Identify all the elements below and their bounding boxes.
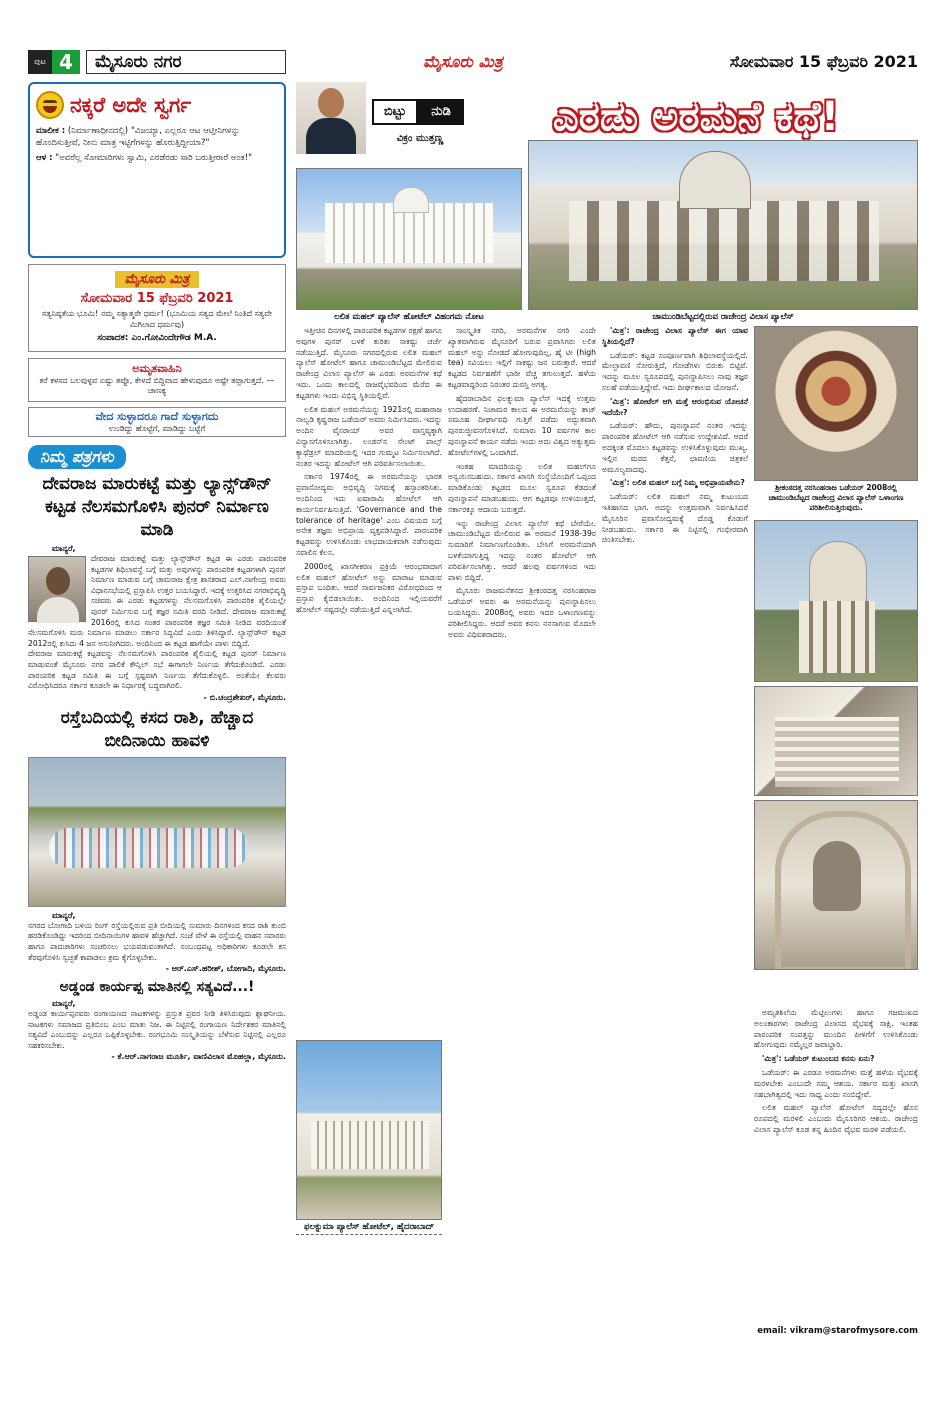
letter-3-salutation: ಮಾನ್ಯರೆ, (52, 999, 76, 1009)
letter-1-heading: ದೇವರಾಜ ಮಾರುಕಟ್ಟೆ ಮತ್ತು ಲ್ಯಾನ್ಸ್‌ಡೌನ್ ಕಟ್ಟಡ ನೆಲಸಮಗೊಳಿಸಿ ಪುನರ್ ನಿರ್ಮಾಣ ಮಾಡಿ (42, 474, 272, 540)
article-column-2 (448, 326, 596, 1331)
joke-line-2 (36, 152, 278, 164)
falaknuma-palace-photo (296, 1040, 442, 1220)
joke-header (36, 88, 278, 122)
joke-speaker-1: ಮಾಲೀಕ : (36, 126, 66, 136)
lalitha-mahal-photo (296, 168, 522, 310)
left-column (28, 82, 286, 1062)
quote-text: ಕರೆ ಕಳಸದ ಬಲವುಳ್ಳವ ಎಷ್ಟು ತಪ್ಪೊ, ಕೇಳದೆ ಬಿದ್ದಿವಾದ ಹೇಳುವುದೂ ಅಷ್ಟೇ ತಪ್ಪಾಗುತ್ತದೆ. —ಚಾಣಕ್ಯ (39, 376, 275, 395)
interview-answer: ಒಡೆಯರ್: ಈ ಎರಡೂ ಅರಮನೆಗಳು ಮತ್ತೆ ಹಳೆಯ ವೈಭವಕ್ಕೆ ಮರಳಬೇಕು ಎಂಬುದೇ ನಮ್ಮ ಆಶಯ. ಸರ್ಕಾರ ಮತ್ತು ಖಾಸಗಿ ಸಹಭಾಗಿತ್ವದಲ್ಲಿ ಇದು ಸಾಧ್ಯ ಎಂದು ನಂಬಿದ್ದೇವೆ. (754, 1067, 918, 1099)
proverb-title: ವೇದ ಸುಳ್ಳಾದರೂ ಗಾದೆ ಸುಳ್ಳಾಗದು (95, 410, 219, 423)
joke-box (28, 82, 286, 258)
article-paragraph: ಮೈಸೂರು ರಾಜಮನೆತನದ ಶ್ರೀಕಂಠದತ್ತ ನರಸಿಂಹರಾಜ ಒಡೆಯರ್ ಅವರು ಈ ಅರಮನೆಯನ್ನು ಪುನಃಸ್ಥಾಪಿಸಲು ಬಯಸಿದ್ದರು. 2008ರಲ್ಲಿ ಅವರು ಇದರ ಒಳಾಂಗಣವನ್ನು ಪರಿಶೀಲಿಸಿದ್ದರು. ಆದರೆ ಅವರ ಕನಸು ನನಸಾಗುವ ಮೊದಲೇ ಅವರು ವಿಧಿವಶರಾದರು. (448, 586, 596, 639)
palace-staircase-photo (754, 686, 918, 796)
falaknuma-caption: ಫಲಕ್ನುಮಾ ಪ್ಯಾಲೆಸ್ ಹೋಟೆಲ್, ಹೈದರಾಬಾದ್ (304, 1222, 434, 1232)
article-column-4 (754, 1008, 918, 1323)
masthead-box (28, 264, 286, 352)
letters-banner: ನಿಮ್ಮ ಪತ್ರಗಳು (28, 445, 126, 469)
roadside-garbage-photo (28, 757, 286, 907)
joke-text-2: "ಅವರೆಲ್ಲ ಸೋಮಾರಿಗಳು ಸ್ವಾಮಿ, ಎರಡೆರಡು ಸಾರಿ ಬರುತ್ತೀರಾರೆ ಅಂತ!" (55, 153, 253, 163)
article-paragraph: ಇಂತಹ ಮಾದರಿಯನ್ನು ಲಲಿತ ಮಹಲ್‌ಗೂ ಅನ್ವಯಿಸಬಹುದು. ಸರ್ಕಾರ ಖಾಸಗಿ ಸಂಸ್ಥೆಯೊಂದಿಗೆ ಒಪ್ಪಂದ ಮಾಡಿಕೊಂಡು ಕಟ್ಟಡದ ಮೂಲ ಸ್ವರೂಪ ಕೆಡದಂತೆ ಪುನಃಸ್ಥಾಪನೆ ಮಾಡಬಹುದು. ಆಗ ಕಟ್ಟಡವೂ ಉಳಿಯುತ್ತದೆ, ಸರ್ಕಾರಕ್ಕೂ ಆದಾಯ ಬರುತ್ತದೆ. (448, 461, 596, 514)
elephant-arch-photo (754, 800, 918, 970)
letter-1 (28, 473, 286, 703)
letter-2 (28, 707, 286, 974)
letter-2-heading: ರಸ್ತೆಬದಿಯಲ್ಲಿ ಕಸದ ರಾಶಿ, ಹೆಚ್ಚಾದ ಬೀದಿನಾಯಿ ಹಾವಳಿ (60, 707, 254, 751)
interview-question: 'ಮಿತ್ರ': ಒಡೆಯರ್ ಕುಟುಂಬದ ಕನಸು ಏನು? (762, 1054, 875, 1064)
issue-date: ಸೋಮವಾರ 15 ಫೆಬ್ರವರಿ 2021 (729, 52, 918, 71)
proverb-text: ಉಂಡಿದ್ದು ಹೊಟ್ಟೆಗೆ, ಮಾಡಿದ್ದು ಬಟ್ಟೆಗೆ (108, 424, 206, 433)
joke-speaker-2: ಆಳ : (36, 153, 53, 163)
page-number: 4 (52, 50, 80, 74)
rajendra-vilas-caption: ಚಾಮುಂಡಿಬೆಟ್ಟದಲ್ಲಿರುವ ರಾಜೇಂದ್ರ ವಿಲಾಸ ಪ್ಯಾಲೆಸ್ (652, 312, 794, 322)
letter-2-paragraph-1: ನಗರದ ಬೋಗಾದಿ ಬಳಿಯ ರಿಂಗ್ ರಸ್ತೆಯಲ್ಲಿರುವ ಪ್ರತಿ ಬೀದಿಯಲ್ಲಿ ಸುಮಾರು ದಿನಗಳಿಂದ ಕಸದ ರಾಶಿ ತುಂಬಿ ಹರಡಿಕೊಂಡಿದ್ದು ಇದರಿಂದ ಬೀದಿನಾಯಿಗಳ ಹಾವಳಿ ಹೆಚ್ಚಾಗಿದೆ. ಸಂಜೆ ವೇಳೆ ಈ ರಸ್ತೆಯಲ್ಲಿ ವಾಹನ ಸವಾರರು ಹಾಗೂ ಪಾದಚಾರಿಗಳು ಸಂಚರಿಸಲು ಭಯಪಡುವಂತಾಗಿದೆ. ಸಂಬಂಧಪಟ್ಟ ಅಧಿಕಾರಿಗಳು ಕೂಡಲೇ ಕಸ ತೆರವುಗೊಳಿಸಿ ಸ್ವಚ್ಛತೆ ಕಾಪಾಡಲು ಕ್ರಮ ಕೈಗೊಳ್ಳಬೇಕು. (28, 920, 286, 962)
letter-2-salutation: ಮಾನ್ಯರೆ, (52, 910, 76, 920)
masthead-logo: ಮೈಸೂರು ಮಿತ್ರ (423, 52, 503, 71)
letter-3-heading: ಅಡ್ಡಂಡ ಕಾರ್ಯಪ್ಪ ಮಾತಿನಲ್ಲಿ ಸತ್ಯವಿದೆ...! (59, 979, 255, 996)
article-paragraph: ಅಮೃತಶಿಲೆಯ ಮೆಟ್ಟಿಲುಗಳು ಹಾಗೂ ಗಜಮುಖದ ಅಲಂಕಾರಗಳು ರಾಜೇಂದ್ರ ವಿಲಾಸದ ವೈಭವಕ್ಕೆ ಸಾಕ್ಷಿ. ಇಂತಹ ಪಾರಂಪರಿಕ ಸಂಪತ್ತನ್ನು ಮುಂದಿನ ಪೀಳಿಗೆಗೆ ಉಳಿಸಿಕೊಂಡು ಹೋಗುವುದು ನಮ್ಮೆಲ್ಲರ ಜವಾಬ್ದಾರಿ. (754, 1008, 918, 1050)
article-paragraph: 2000ರಲ್ಲಿ ಖಾಸಗೀಕರಣ ಪ್ರಕ್ರಿಯೆ ಆರಂಭವಾದಾಗ ಲಲಿತ ಮಹಲ್ ಹೋಟೆಲ್ ಅನ್ನು ಮಾರಾಟ ಮಾಡುವ ಪ್ರಸ್ತಾಪ ಬಂದಿತು. ಆದರೆ ಸಾರ್ವಜನಿಕರ ವಿರೋಧದಿಂದ ಆ ಪ್ರಸ್ತಾಪ ಕೈಬಿಡಲಾಯಿತು. ಅಂದಿನಿಂದ ಇಲ್ಲಿಯವರೆಗೆ ಹೋಟೆಲ್ ನಷ್ಟದಲ್ಲೇ ನಡೆಯುತ್ತಿದೆ ಎನ್ನಲಾಗಿದೆ. (296, 561, 442, 614)
joke-title: ನಕ್ಕರೆ ಅದೇ ಸ್ವರ್ಗ (70, 92, 192, 117)
article-paragraph: ಸರ್ಕಾರ 1974ರಲ್ಲಿ ಈ ಅರಮನೆಯನ್ನು ಭಾರತ ಪ್ರವಾಸೋದ್ಯಮ ಅಭಿವೃದ್ಧಿ ನಿಗಮಕ್ಕೆ ಹಸ್ತಾಂತರಿಸಿತು. ಅಂದಿನಿಂದ ಇದು ಐಷಾರಾಮಿ ಹೋಟೆಲ್ ಆಗಿ ಕಾರ್ಯನಿರ್ವಹಿಸುತ್ತಿದೆ. 'Governance and the tolerance of heritage' ಎಂಬ ವಿಷಯದ ಬಗ್ಗೆ ಅನೇಕ ತಜ್ಞರು ಅಭಿಪ್ರಾಯ ವ್ಯಕ್ತಪಡಿಸಿದ್ದಾರೆ. ಪಾರಂಪರಿಕ ಕಟ್ಟಡವನ್ನು ಉಳಿಸಿಕೊಂಡು ಲಾಭದಾಯಕವಾಗಿ ನಡೆಸುವುದು ಸವಾಲಿನ ಕೆಲಸ. (296, 472, 442, 557)
article-paragraph: ಸಾಂಸ್ಕೃತಿಕ ನಗರಿ, ಅರಮನೆಗಳ ನಗರಿ ಎಂದೇ ಖ್ಯಾತವಾಗಿರುವ ಮೈಸೂರಿಗೆ ಬರುವ ಪ್ರವಾಸಿಗರು ಲಲಿತ ಮಹಲ್ ಅನ್ನು ನೋಡದೆ ಹೋಗುವುದಿಲ್ಲ. ಹೈ ಟೀ (high tea) ಸವಿಯಲು ಇಲ್ಲಿಗೆ ಸಾಕಷ್ಟು ಜನ ಬರುತ್ತಾರೆ. ಆದರೆ ಕಟ್ಟಡದ ನಿರ್ವಹಣೆಗೆ ಭಾರೀ ವೆಚ್ಚ ತಗುಲುತ್ತದೆ. ಹಳೆಯ ಕಟ್ಟಡವಾದ್ದರಿಂದ ನಿರಂತರ ದುರಸ್ತಿ ಅಗತ್ಯ. (448, 326, 596, 389)
joke-line-1 (36, 125, 278, 149)
author-email[interactable]: email: vikram@starofmysore.com (757, 1326, 918, 1336)
letter-3-signature: - ಕೆ.ಆರ್.ನಾಗರಾಜ ಮೂರ್ತಿ, ವಾಣಿವಿಲಾಸ ಮೊಹಲ್ಲಾ, ಮೈಸೂರು. (111, 1052, 286, 1062)
masthead-tagline: ಸತ್ಯನಿಷ್ಠತೆಯ ಭೂಮಿ! ನಮ್ಮ ಸತ್ಯಾತ್ಮರೇ ಧರ್ಮ! (ಭೂಮಿಯ ಸತ್ಯದ ಮೇಲೆ ನಿಂತಿದೆ ಸತ್ಯವೇ ಮಿಗಿಲಾದ ಧರ್ಮವು) (41, 309, 272, 329)
columnist-photo (296, 82, 366, 154)
letter-1-salutation: ಮಾನ್ಯರೆ, (52, 544, 76, 553)
article-headline: ಎರಡು ಅರಮನೆ ಕಥೆ! (553, 94, 839, 140)
masthead-box-date: ಸೋಮವಾರ 15 ಫೆಬ್ರವರಿ 2021 (80, 291, 234, 306)
proverb-box (28, 407, 286, 437)
quote-title: ಅಮೃತವಾಹಿನಿ (132, 362, 182, 375)
letters-section (28, 445, 286, 1062)
article-paragraph: ಲಲಿತ ಮಹಲ್ ಅರಮನೆಯನ್ನು 1921ರಲ್ಲಿ ಮಹಾರಾಜ ನಾಲ್ವಡಿ ಕೃಷ್ಣರಾಜ ಒಡೆಯರ್ ಅವರು ನಿರ್ಮಿಸಿದರು. ಇದನ್ನು ಅಂದಿನ ವೈಸರಾಯ್ ಅವರ ವಾಸ್ತವ್ಯಕ್ಕಾಗಿ ವಿನ್ಯಾಸಗೊಳಿಸಲಾಗಿತ್ತು. ಲಂಡನ್‌ನ ಸೇಂಟ್ ಪಾಲ್ಸ್ ಕ್ಯಾಥೆಡ್ರಲ್ ಮಾದರಿಯಲ್ಲಿ ಇದರ ಗುಮ್ಮಟ ನಿರ್ಮಿಸಲಾಗಿದೆ. ನಂತರ ಇದನ್ನು ಹೋಟೆಲ್ ಆಗಿ ಪರಿವರ್ತಿಸಲಾಯಿತು. (296, 404, 442, 468)
article-paragraph: ಲಲಿತ ಮಹಲ್ ಪ್ಯಾಲೆಸ್ ಹೋಟೆಲ್ ಸದ್ಯದಲ್ಲೇ ಹೊಸ ರೂಪದಲ್ಲಿ ಮರಳಲಿ ಎಂಬುದು ಮೈಸೂರಿಗರ ಆಶಯ. ರಾಜೇಂದ್ರ ವಿಲಾಸ ಪ್ಯಾಲೆಸ್ ಕೂಡ ತನ್ನ ಹಿಂದಿನ ವೈಭವ ಮರಳಿ ಪಡೆಯಲಿ. (754, 1103, 918, 1134)
divider (296, 1234, 442, 1235)
columnist-name: ವಿಕ್ರಂ ಮುತ್ತಣ್ಣ (396, 133, 444, 144)
letter-1-signature: - ಬಿ.ಚಂದ್ರಶೇಖರ್, ಮೈಸೂರು. (203, 692, 286, 702)
laughing-face-icon (36, 91, 64, 119)
palace-dome-photo (754, 520, 918, 682)
interview-question: 'ಮಿತ್ರ': ರಾಜೇಂದ್ರ ವಿಲಾಸ ಪ್ಯಾಲೆಸ್ ಈಗ ಯಾವ ಸ್ಥಿತಿಯಲ್ಲಿದೆ? (602, 326, 748, 346)
letter-2-signature: - ಆರ್.ಎಸ್.ಹರೀಶ್, ಬೋಗಾದಿ, ಮೈಸೂರು. (165, 964, 286, 974)
masthead-box-logo: ಮೈಸೂರು ಮಿತ್ರ (115, 271, 200, 288)
rajendra-vilas-photo (528, 140, 918, 310)
interview-answer: ಒಡೆಯರ್: ಹೌದು, ಪುನಃಸ್ಥಾಪನೆ ನಂತರ ಇದನ್ನು ಪಾರಂಪರಿಕ ಹೋಟೆಲ್ ಆಗಿ ನಡೆಸುವ ಉದ್ದೇಶವಿದೆ. ಆದರೆ ಅದಕ್ಕಿಂತ ಮೊದಲು ಕಟ್ಟಡವನ್ನು ಉಳಿಸಿಕೊಳ್ಳುವುದು ಮುಖ್ಯ. ಇಲ್ಲಿನ ಮರದ ಕೆತ್ತನೆ, ಛಾವಣಿಯ ಚಿತ್ರಕಲೆ ಅಮೂಲ್ಯವಾದವು. (602, 421, 748, 474)
page-header (28, 50, 918, 74)
interview-answer: ಒಡೆಯರ್: ಕಟ್ಟಡ ಸಂಪೂರ್ಣವಾಗಿ ಶಿಥಿಲಾವಸ್ಥೆಯಲ್ಲಿದೆ. ಮೇಲ್ಛಾವಣಿ ಸೋರುತ್ತಿದೆ, ಗೋಡೆಗಳು ಬಿರುಕು ಬಿಟ್ಟಿವೆ. ಇದನ್ನು ಮೂಲ ಸ್ವರೂಪದಲ್ಲಿ ಪುನಃಸ್ಥಾಪಿಸಲು ನಾವು ತಜ್ಞರ ಸಲಹೆ ಪಡೆಯುತ್ತಿದ್ದೇವೆ. ಇದು ದೀರ್ಘಕಾಲದ ಯೋಜನೆ. (602, 350, 748, 392)
letter-1-paragraph-1: ದೇವರಾಜ ಮಾರುಕಟ್ಟೆ ಮತ್ತು ಲ್ಯಾನ್ಸ್‌ಡೌನ್ ಕಟ್ಟಡ ಈ ಎರಡು ಪಾರಂಪರಿಕ ಕಟ್ಟಡಗಳ ಶಿಥಿಲಾವಸ್ಥೆ ಬಗ್ಗೆ ಮತ್ತು ಅವುಗಳನ್ನು ಪಾರಂಪರಿಕ ಕಟ್ಟಡಗಳಾಗಿ ಪುನರ್ ನಿರ್ಮಾಣ ಮಾಡುವ ಬಗ್ಗೆ ಚಾಮರಾಜ ಕ್ಷೇತ್ರ ಶಾಸಕರಾದ ಎಲ್.ನಾಗೇಂದ್ರ ಅವರು ವಿಧಾನಸಭೆಯಲ್ಲಿ ಪ್ರಸ್ತಾಪಿಸಿ ಉತ್ತರ ಬಯಸಿದ್ದಾರೆ. ಇದಕ್ಕೆ ಉತ್ತರಿಸಿದ ನಗರಾಭಿವೃದ್ಧಿ ಸಚಿವರು ಈ ಎರಡು ಕಟ್ಟಡಗಳನ್ನು ನೆಲಸಮಗೊಳಿಸಿ ಪಾರಂಪರಿಕ ಶೈಲಿಯಲ್ಲೇ ಪುನರ್ ನಿರ್ಮಿಸುವ ಬಗ್ಗೆ ತಜ್ಞರ ಸಮಿತಿ ವರದಿ ನೀಡಿದೆ. ದೇವರಾಜ ಮಾರುಕಟ್ಟೆ 2016ರಲ್ಲಿ ಕುಸಿದ ನಂತರ ಪಾರಂಪರಿಕ ತಜ್ಞರ ಸಮಿತಿ ನೀಡಿದ ವರದಿಯಂತೆ ನೆಲಸಮಗೊಳಿಸಿ ಮರು ನಿರ್ಮಾಣ ಮಾಡಲು ಸರ್ಕಾರ ಸಿದ್ಧವಿದೆ ಎಂದು ತಿಳಿಸಿದ್ದಾರೆ. ಲ್ಯಾನ್ಸ್‌ಡೌನ್ ಕಟ್ಟಡ 2012ರಲ್ಲಿ ಕುಸಿದು 4 ಜನ ಅಸುನೀಗಿದರು. ಅಂದಿನಿಂದ ಈ ಕಟ್ಟಡ ಹಾಗೆಯೇ ಪಾಳು ಬಿದ್ದಿದೆ. (28, 554, 286, 648)
page-label: ಪುಟ (28, 50, 52, 74)
interview-question: 'ಮಿತ್ರ': ಹೋಟೆಲ್ ಆಗಿ ಮತ್ತೆ ಆರಂಭಿಸುವ ಯೋಚನೆ ಇದೆಯೇ? (602, 396, 748, 417)
editor-credit: ಸಂಪಾದಕ: ಎಂ.ಗೋವಿಂದೇಗೌಡ M.A. (97, 333, 217, 343)
letter-3 (28, 978, 286, 1062)
quote-box (28, 358, 286, 402)
lalitha-mahal-caption: ಲಲಿತ ಮಹಲ್ ಪ್ಯಾಲೆಸ್ ಹೋಟೆಲ್ ವಿಹಂಗಮ ನೋಟ (334, 312, 484, 322)
painted-ceiling-photo (754, 326, 918, 481)
letter-3-paragraph-1: ಅಡ್ಡಂಡ ಕಾರ್ಯಪ್ಪನವರು ರಂಗಾಯಣದ ನಾಟಕಗಳನ್ನು ಪ್ರಸ್ತುತ ಪ್ರವರ ನೀಡಿ ತಿಳಿಸಿರುವುದು ಶ್ಲಾಘನೀಯ. ನಾಟಕಗಳು ಸಮಾಜದ ಪ್ರತಿಬಿಂಬ ಎಂಬ ಮಾತು ನಿಜ. ಈ ನಿಟ್ಟಿನಲ್ಲಿ ರಂಗಾಯಣ ನಿರ್ದೇಶಕರ ಮಾತಿನಲ್ಲಿ ಸತ್ಯವಿದೆ ಎಂಬುದನ್ನು ಎಲ್ಲರೂ ಒಪ್ಪಿಕೊಳ್ಳಬೇಕು. ರಂಗಭೂಮಿ ಸಂಸ್ಕೃತಿಯನ್ನು ಬೆಳೆಸುವ ನಿಟ್ಟಿನಲ್ಲಿ ಎಲ್ಲರೂ ಸಹಕರಿಸಬೇಕು. (28, 1009, 286, 1050)
ceiling-caption: ಶ್ರೀಕಂಠದತ್ತ ನರಸಿಂಹರಾಜ ಒಡೆಯರ್ 2008ರಲ್ಲಿ ಚಾಮುಂಡಿಬೆಟ್ಟದ ರಾಜೇಂದ್ರ ವಿಲಾಸ ಪ್ಯಾಲೆಸ್ ಒಳಾಂಗಣ ಪರಿಶೀಲಿಸುತ್ತಿರುವುದು. (768, 483, 904, 512)
column-tag-left: ಬಿಟ್ಟು (372, 99, 418, 125)
article-paragraph: ಇತ್ತೀಚಿನ ದಿನಗಳಲ್ಲಿ ಪಾರಂಪರಿಕ ಕಟ್ಟಡಗಳ ರಕ್ಷಣೆ ಹಾಗೂ ಅವುಗಳ ಪುನರ್ ಬಳಕೆ ಕುರಿತು ಸಾಕಷ್ಟು ಚರ್ಚೆ ನಡೆಯುತ್ತಿದೆ. ಮೈಸೂರು ನಗರದಲ್ಲಿರುವ ಲಲಿತ ಮಹಲ್ ಪ್ಯಾಲೆಸ್ ಹೋಟೆಲ್ ಹಾಗೂ ಚಾಮುಂಡಿಬೆಟ್ಟದ ಮೇಲಿರುವ ರಾಜೇಂದ್ರ ವಿಲಾಸ ಪ್ಯಾಲೆಸ್ ಈ ಎರಡು ಅರಮನೆಗಳ ಕಥೆ ಇದು. ಒಂದು ಕಾಲದಲ್ಲಿ ರಾಜವೈಭವದಿಂದ ಮೆರೆದ ಈ ಕಟ್ಟಡಗಳು ಇಂದು ವಿಭಿನ್ನ ಸ್ಥಿತಿಯಲ್ಲಿವೆ. (296, 326, 442, 400)
column-tag (372, 99, 464, 125)
article-column-3 (602, 326, 748, 1331)
letter-writer-portrait (28, 556, 86, 622)
letter-1-paragraph-2: ದೇವರಾಜ ಮಾರುಕಟ್ಟೆ ಕಟ್ಟಡವನ್ನು ನೆಲಸಮಗೊಳಿಸಿ ಪಾರಂಪರಿಕ ಶೈಲಿಯಲ್ಲಿ ಕಟ್ಟಡ ಪುನರ್ ನಿರ್ಮಾಣ ಮಾಡುವಂತೆ ಮೈಸೂರು ನಗರ ಪಾಲಿಕೆ ಕೌನ್ಸಿಲ್ ಸಭೆ ಈಗಾಗಲೇ ನಿರ್ಣಯ ತೆಗೆದುಕೊಂಡಿದೆ. ಎರಡು ಪಾರಂಪರಿಕ ಕಟ್ಟಡ ಸಮಿತಿ ಈ ಬಗ್ಗೆ ಸ್ಪಷ್ಟವಾಗಿ ನಿರ್ಣಯ ತೆಗೆದುಕೊಳ್ಳಲಿ. ಅಂತೆಯೇ ಕೆಲವರು ವಿರೋಧಿಸಿದರೂ ಸರ್ಕಾರ ಕೂಡಲೇ ಈ ನಿರ್ಧಾರಕ್ಕೆ ಬದ್ಧವಾಗಿರಲಿ. (28, 649, 286, 691)
article-paragraph: ಹೈದರಾಬಾದಿನ ಫಲಕ್ನುಮಾ ಪ್ಯಾಲೆಸ್ ಇದಕ್ಕೆ ಉತ್ತಮ ಉದಾಹರಣೆ. ನಿಜಾಮರ ಕಾಲದ ಈ ಅರಮನೆಯನ್ನು ತಾಜ್ ಸಮೂಹ ದೀರ್ಘಾವಧಿ ಗುತ್ತಿಗೆ ಪಡೆದು ಅದ್ಭುತವಾಗಿ ಪುನರುಜ್ಜೀವನಗೊಳಿಸಿದೆ. ಸುಮಾರು 10 ವರ್ಷಗಳ ಕಾಲ ಪುನಃಸ್ಥಾಪನೆ ಕಾರ್ಯ ನಡೆದು ಇಂದು ಅದು ವಿಶ್ವದ ಅತ್ಯುತ್ತಮ ಹೋಟೆಲ್‌ಗಳಲ್ಲಿ ಒಂದಾಗಿದೆ. (448, 393, 596, 457)
interview-question: 'ಮಿತ್ರ': ಲಲಿತ ಮಹಲ್ ಬಗ್ಗೆ ನಿಮ್ಮ ಅಭಿಪ್ರಾಯವೇನು? (610, 478, 745, 488)
column-tag-right: ನುಡಿ (418, 99, 464, 125)
section-title: ಮೈಸೂರು ನಗರ (86, 50, 286, 74)
article-paragraph: ಇನ್ನು ರಾಜೇಂದ್ರ ವಿಲಾಸ ಪ್ಯಾಲೆಸ್ ಕಥೆ ಬೇರೆಯೇ. ಚಾಮುಂಡಿಬೆಟ್ಟದ ಮೇಲಿರುವ ಈ ಅರಮನೆ 1938-39ರ ಸುಮಾರಿಗೆ ನಿರ್ಮಾಣಗೊಂಡಿತು. ಬೇಸಿಗೆ ಅರಮನೆಯಾಗಿ ಬಳಕೆಯಾಗುತ್ತಿದ್ದ ಇದನ್ನು ನಂತರ ಹೋಟೆಲ್ ಆಗಿ ಪರಿವರ್ತಿಸಲಾಗಿತ್ತು. ಆದರೆ ಹಲವು ವರ್ಷಗಳಿಂದ ಇದು ಪಾಳು ಬಿದ್ದಿದೆ. (448, 518, 596, 582)
article-column-1 (296, 326, 442, 1034)
joke-text-1: (ನಿರ್ಮಾಣಾಧೀನದಲ್ಲಿ) "ವಿಜಯ್ಯಾ, ಎಲ್ಲರೂ ಆಟ ಆಟ್ತೀನಿಗಳನ್ನು ಹೊಂದಿಸುತ್ತೀವೆ, ನೀನು ಮಾತ್ರ ಇಟ್ಟಿಗೆಗಳನ್ನು ಹೊರುತ್ತಿದ್ದೀಯಾ?" (36, 126, 240, 148)
interview-answer: ಒಡೆಯರ್: ಲಲಿತ ಮಹಲ್ ನಮ್ಮ ಕುಟುಂಬದ ಇತಿಹಾಸದ ಭಾಗ. ಅದನ್ನು ಉತ್ತಮವಾಗಿ ನಿರ್ವಹಿಸಿದರೆ ಮೈಸೂರಿನ ಪ್ರವಾಸೋದ್ಯಮಕ್ಕೆ ದೊಡ್ಡ ಕೊಡುಗೆ ನೀಡಬಹುದು. ಸರ್ಕಾರ ಈ ನಿಟ್ಟಿನಲ್ಲಿ ಗಂಭೀರವಾಗಿ ಚಿಂತಿಸಬೇಕು. (602, 492, 748, 545)
